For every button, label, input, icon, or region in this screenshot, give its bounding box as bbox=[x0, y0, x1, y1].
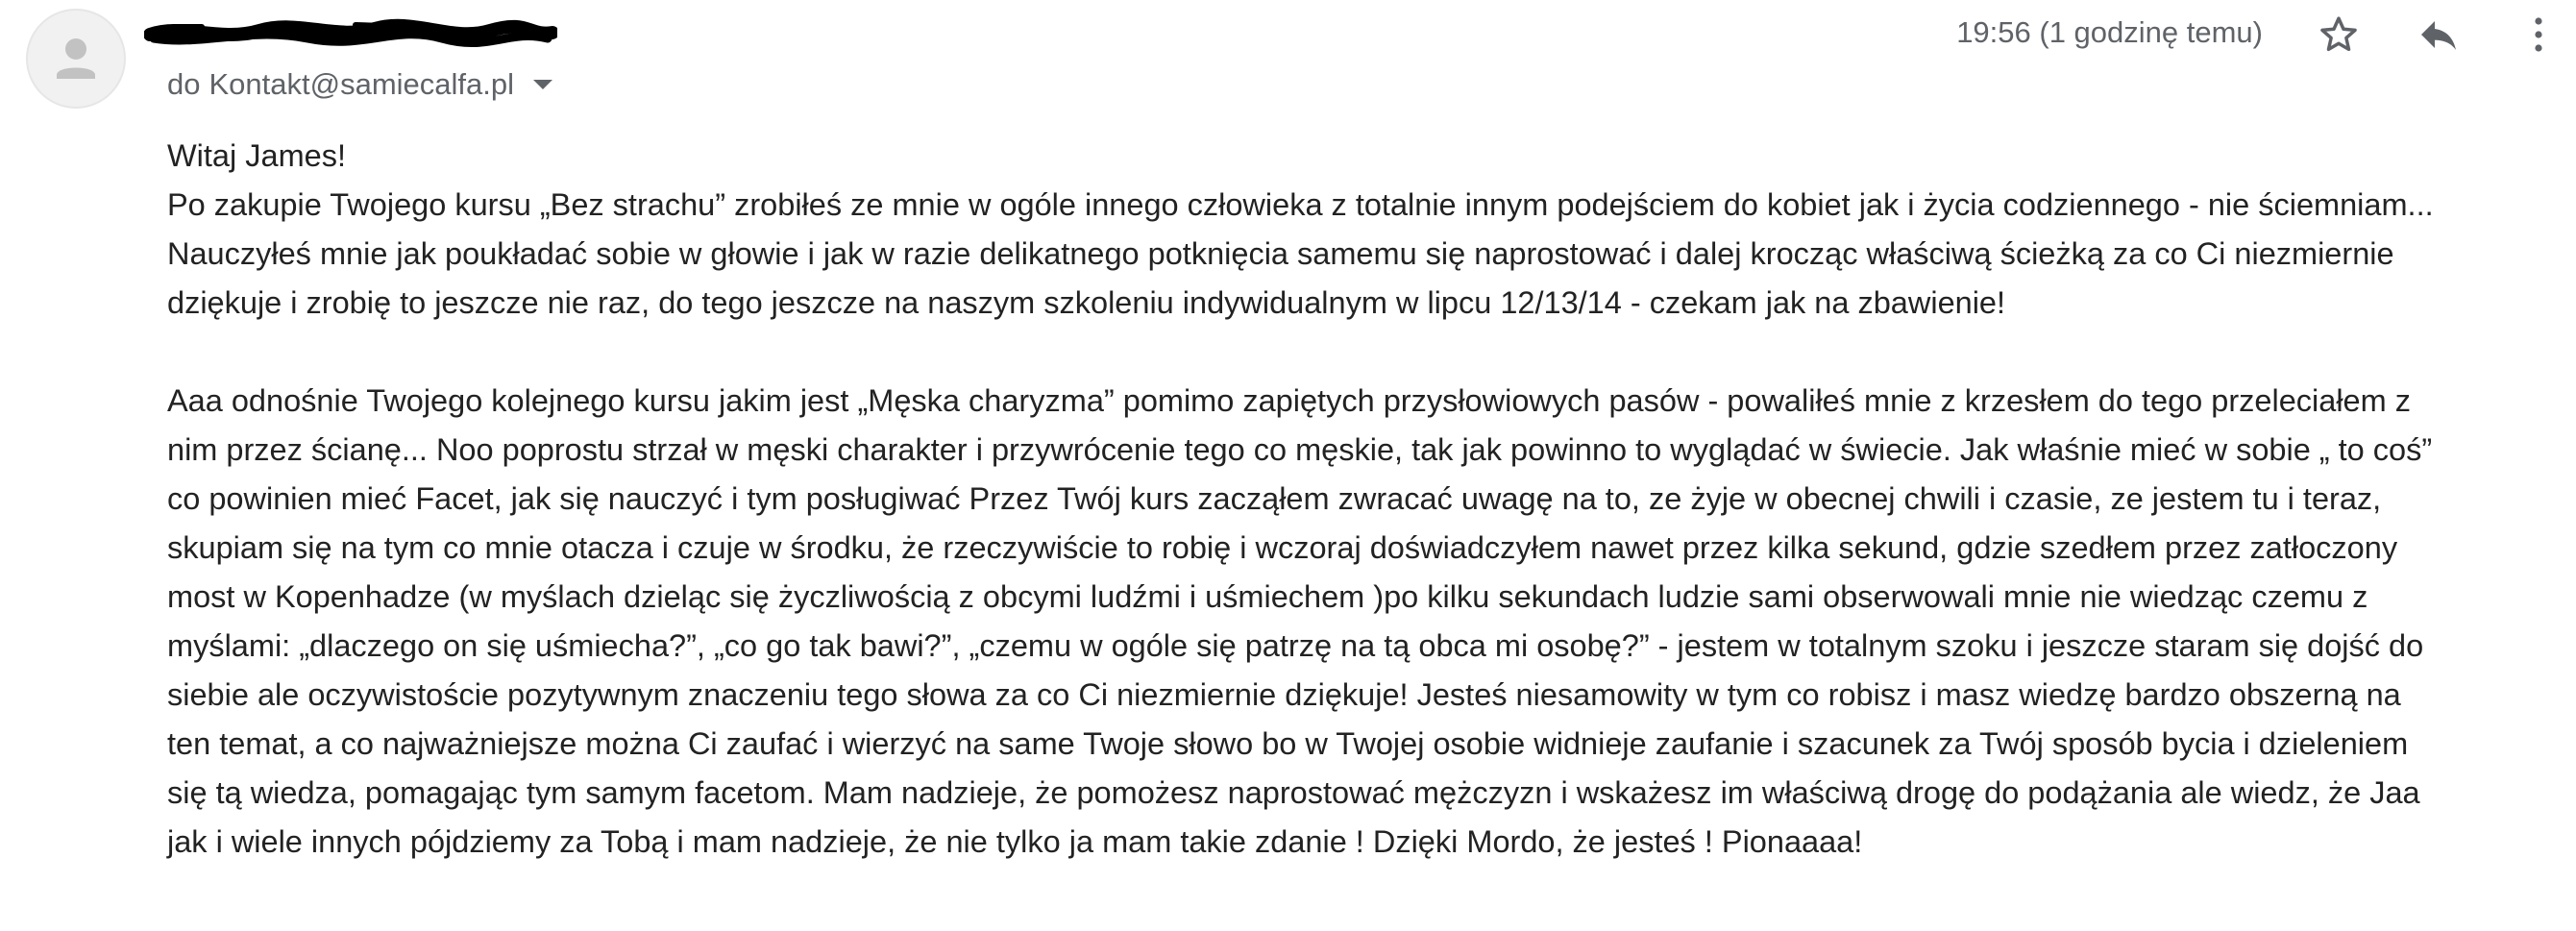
sender-avatar[interactable] bbox=[26, 9, 126, 109]
body-line: jak i wiele innych pójdziemy za Tobą i mam nadzieje, że nie tylko ja mam takie zdanie ! Dzięki Mordo, że jesteś ! Pionaaaa! bbox=[167, 824, 1863, 859]
more-vert-icon bbox=[2529, 12, 2548, 58]
star-icon bbox=[2317, 12, 2361, 57]
body-line: most w Kopenhadze (w myślach dzieląc się życzliwością z obcymi ludźmi i uśmiechem )po kilku sekundach ludzie sami obserwowali mnie nie wiedząc czemu z bbox=[167, 579, 2368, 614]
recipient-line bbox=[167, 65, 552, 104]
body-line: Nauczyłeś mnie jak poukładać sobie w głowie i jak w razie delikatnego potknięcia samemu się naprostować i dalej krocząc właściwą ścieżką za co Ci niezmiernie bbox=[167, 236, 2394, 271]
more-options-button[interactable] bbox=[2517, 10, 2560, 60]
caret-down-icon[interactable] bbox=[533, 80, 552, 89]
body-line: Po zakupie Twojego kursu „Bez strachu” zrobiłeś ze mnie w ogóle innego człowieka z totalnie innym podejściem do kobiet jak i życia codziennego - nie ściemniam... bbox=[167, 187, 2434, 222]
paragraph-gap bbox=[167, 328, 2564, 377]
body-line: się tą wiedza, pomagając tym samym facetom. Mam nadzieje, że pomożesz naprostować mężczyzn i wskażesz im właściwą drogę do podążania ale wiedz, że Jaa bbox=[167, 775, 2420, 810]
sender-name-redacted bbox=[144, 13, 557, 52]
body-line: dziękuje i zrobię to jeszcze nie raz, do tego jeszcze na naszym szkoleniu indywidualnym w lipcu 12/13/14 - czekam jak na zbawienie! bbox=[167, 285, 2006, 320]
body-line: nim przez ścianę... Noo poprostu strzał w męski charakter i przywrócenie tego co męskie, tak jak powinno to wyglądać w świecie. Jak właśnie mieć w sobie „ to coś” bbox=[167, 432, 2433, 467]
recipient-address: Kontakt@samiecalfa.pl bbox=[209, 67, 514, 101]
email-body bbox=[167, 132, 2564, 867]
body-line: ten temat, a co najważniejsze można Ci zaufać i wierzyć na same Twoje słowo bo w Twojej osobie widnieje zaufanie i szacunek za Twój sposób bycia i dzieleniem bbox=[167, 726, 2409, 761]
reply-icon bbox=[2416, 12, 2462, 58]
reply-button[interactable] bbox=[2414, 10, 2464, 60]
recipient-prefix: do bbox=[167, 67, 201, 101]
email-timestamp: 19:56 (1 godzinę temu) bbox=[1956, 15, 2263, 49]
default-avatar-icon bbox=[28, 11, 124, 107]
greeting: Witaj James! bbox=[167, 138, 347, 173]
body-line: skupiam się na tym co mnie otacza i czuje w środku, że rzeczywiście to robię i wczoraj doświadczyłem nawet przez kilka sekund, gdzie szedłem przez zatłoczony bbox=[167, 530, 2398, 565]
body-line: myślami: „dlaczego on się uśmiecha?”, „co go tak bawi?”, „czemu w ogóle się patrzę na tą obca mi osobę?” - jestem w totalnym szoku i jeszcze staram się dojść do bbox=[167, 628, 2424, 663]
body-line: co powinien mieć Facet, jak się nauczyć i tym posługiwać Przez Twój kurs zacząłem zwracać uwagę na to, ze żyje w obecnej chwili i czasie, ze jestem tu i teraz, bbox=[167, 481, 2382, 516]
body-line: Aaa odnośnie Twojego kolejnego kursu jakim jest „Męska charyzma” pomimo zapiętych przysłowiowych pasów - powaliłeś mnie z krzesłem do tego przeleciałem z bbox=[167, 383, 2411, 418]
star-button[interactable] bbox=[2314, 10, 2364, 60]
body-line: siebie ale oczywistoście pozytywnym znaczeniu tego słowa za co Ci niezmiernie dziękuje! Jesteś niesamowity w tym co robisz i masz wiedzę bardzo obszerną na bbox=[167, 677, 2401, 712]
